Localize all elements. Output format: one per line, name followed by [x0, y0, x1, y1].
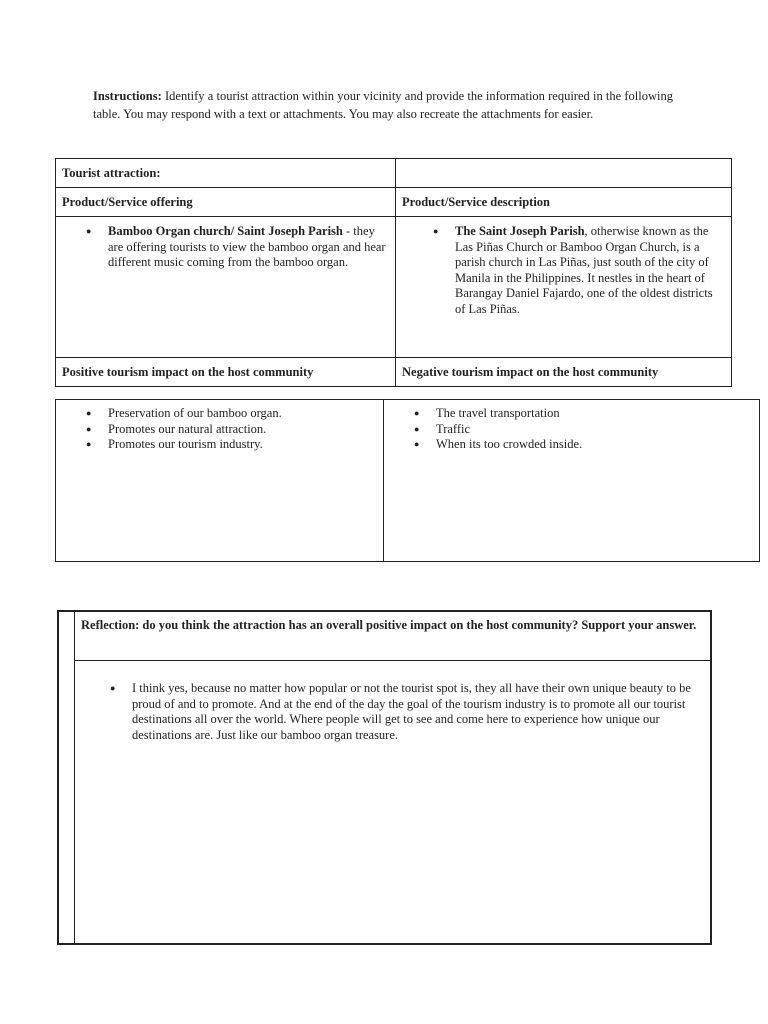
description-text: , otherwise known as the Las Piñas Church or Bamboo Organ Church, is a parish church in Las Piñas, just south of the city of Manila in the Philippines. It nestles in the heart of Barangay Daniel Fajardo, one of the oldest districts of Las Piñas. [455, 224, 713, 316]
negative-impact-header: Negative tourism impact on the host community [396, 358, 732, 387]
product-description-header: Product/Service description [396, 188, 732, 217]
reflection-answer-list [81, 681, 704, 743]
offering-list [62, 224, 389, 271]
tourist-attraction-label: Tourist attraction: [56, 159, 396, 188]
offering-text: - they are offering tourists to view the bamboo organ and hear different music coming from the bamboo organ. [108, 224, 386, 269]
reflection-question: Reflection: do you think the attraction has an overall positive impact on the host community? Support your answer. [75, 611, 712, 661]
positive-impact-header: Positive tourism impact on the host community [56, 358, 396, 387]
product-offering-header: Product/Service offering [56, 188, 396, 217]
instructions-paragraph [93, 88, 673, 123]
list-item: ● The travel transportation [436, 406, 753, 422]
list-item: ● Promotes our natural attraction. [108, 422, 377, 438]
list-item: ● Preservation of our bamboo organ. [108, 406, 377, 422]
reflection-answer-cell [75, 661, 712, 945]
list-item: ● Traffic [436, 422, 753, 438]
list-item: ● Promotes our tourism industry. [108, 437, 377, 453]
reflection-answer: ● I think yes, because no matter how popular or not the tourist spot is, they all have their own unique beauty to be proud of and to promote. And at the end of the day the goal of the tourism industry is to promote all our tourist destinations all over the world. Where people will get to see and come here to experience how unique our destinations are. Just like our bamboo organ treasure. [132, 681, 704, 743]
product-description-cell [396, 217, 732, 358]
list-item: ● When its too crowded inside. [436, 437, 753, 453]
tourist-attraction-value[interactable] [396, 159, 732, 188]
offering-name: Bamboo Organ church/ Saint Joseph Parish [108, 224, 343, 238]
reflection-table [57, 610, 712, 945]
impacts-table [55, 399, 760, 562]
negative-impacts-list [390, 406, 753, 453]
positive-impacts-list [62, 406, 377, 453]
negative-impacts-cell [384, 400, 760, 562]
instructions-label: Instructions: [93, 89, 162, 103]
positive-impacts-cell [56, 400, 384, 562]
list-item [108, 224, 389, 271]
product-offering-cell [56, 217, 396, 358]
description-name: The Saint Joseph Parish [455, 224, 585, 238]
list-item [455, 224, 725, 317]
description-list [402, 224, 725, 317]
attraction-table [55, 158, 732, 387]
instructions-text: Identify a tourist attraction within your vicinity and provide the information required in the following table. You may respond with a text or attachments. You may also recreate the attachments for easier. [93, 89, 674, 121]
reflection-gutter [58, 611, 75, 944]
